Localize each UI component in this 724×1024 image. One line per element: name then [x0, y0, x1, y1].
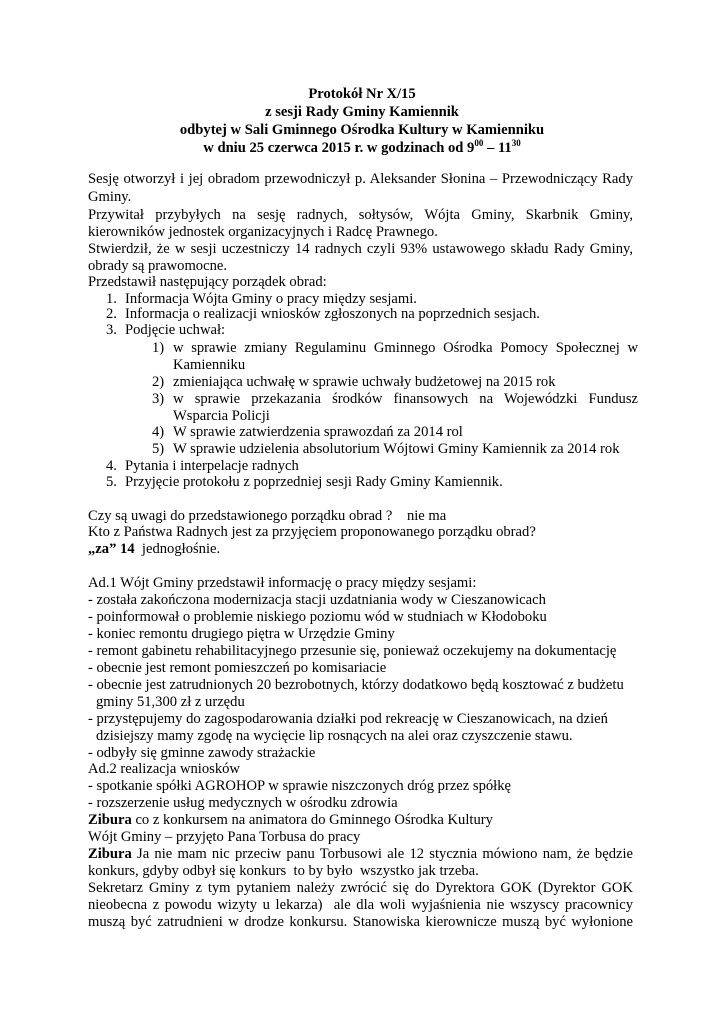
agenda-item-5: Przyjęcie protokołu z poprzedniej sesji Rady Gminy Kamiennik. — [125, 474, 503, 490]
ad1-item-1: - została zakończona modernizacja stacji uzdatniania wody w Cieszanowicach — [88, 592, 546, 608]
agenda-num-2: 2. — [106, 306, 117, 322]
vote-question-2: Kto z Państwa Radnych jest za przyjęciem proponowanego porządku obrad? — [88, 524, 536, 540]
sub-item-1: w sprawie zmiany Regulaminu Gminnego Ośrodka Pomocy Społecznej w — [173, 340, 638, 356]
vote-result-text: jednogłośnie. — [134, 541, 221, 557]
vote-result — [88, 541, 220, 558]
ad1-item-5: - obecnie jest remont pomieszczeń po komisariacie — [88, 660, 387, 676]
agenda-item-3: Podjęcie uchwał: — [125, 322, 226, 338]
zibura-comment — [88, 846, 633, 863]
speaker-name: Zibura — [88, 846, 132, 862]
sub-num-5: 5) — [152, 441, 165, 457]
ad1-item-6: - obecnie jest zatrudnionych 20 bezrobotnych, którzy dodatkowo będą kosztować z budżetu — [88, 677, 624, 693]
zibura-question — [88, 812, 493, 829]
zibura-comment-cont: konkurs, gdyby odbył się konkurs to by było wszystko jak trzeba. — [88, 863, 479, 879]
opening-line-5: Stwierdził, że w sesji uczestniczy 14 radnych czyli 93% ustawowego składu Rady Gminy, — [88, 241, 633, 257]
opening-line-6: obrady są prawomocne. — [88, 258, 227, 274]
agenda-num-1: 1. — [106, 291, 117, 307]
date-text: w dniu 25 czerwca 2015 r. w godzinach od 9 — [203, 140, 475, 156]
ad1-item-2: - poinformował o problemie niskiego poziomu wód w studniach w Kłodoboku — [88, 609, 547, 625]
sub-num-4: 4) — [152, 424, 165, 440]
end-minutes: 30 — [511, 138, 521, 149]
zibura-question-text: co z konkursem na animatora do Gminnego Ośrodka Kultury — [131, 812, 493, 828]
start-minutes: 00 — [474, 138, 484, 149]
agenda-num-4: 4. — [106, 458, 117, 474]
sub-num-2: 2) — [152, 374, 165, 390]
opening-line-3: Przywitał przybyłych na sesję radnych, sołtysów, Wójta Gminy, Skarbnik Gminy, — [88, 207, 633, 223]
agenda-num-3: 3. — [106, 322, 117, 338]
vote-question-1: Czy są uwagi do przedstawionego porządku obrad ? nie ma — [88, 508, 447, 524]
sub-item-3-cont: Wsparcia Policji — [173, 408, 270, 424]
zibura-comment-text: Ja nie mam nic przeciw panu Torbusowi ale 12 stycznia mówiono nam, że będzie — [131, 846, 633, 862]
opening-line-2: Gminy. — [88, 189, 132, 205]
ad1-item-3: - koniec remontu drugiego piętra w Urzędzie Gminy — [88, 626, 395, 642]
sub-item-4: W sprawie zatwierdzenia sprawozdań za 2014 rol — [173, 424, 463, 440]
protocol-title: Protokół Nr X/15 — [308, 86, 416, 102]
ad1-item-8: - odbyły się gminne zawody strażackie — [88, 745, 316, 761]
ad1-heading: Ad.1 Wójt Gminy przedstawił informację o pracy między sesjami: — [88, 575, 477, 591]
sub-num-1: 1) — [152, 340, 165, 356]
agenda-item-4: Pytania i interpelacje radnych — [125, 458, 299, 474]
sub-item-3: w sprawie przekazania środków finansowych na Wojewódzki Fundusz — [173, 391, 638, 407]
date-line — [0, 140, 724, 157]
ad2-item-1: - spotkanie spółki AGROHOP w sprawie niszczonych dróg przez spółkę — [88, 778, 511, 794]
sub-item-1-cont: Kamienniku — [173, 357, 246, 373]
secretary-line-1: Sekretarz Gminy z tym pytaniem należy zwrócić się do Dyrektora GOK (Dyrektor GOK — [88, 880, 633, 896]
wojt-answer: Wójt Gminy – przyjęto Pana Torbusa do pracy — [88, 829, 361, 845]
opening-line-7: Przedstawił następujący porządek obrad: — [88, 274, 327, 290]
ad1-item-6-cont: gminy 51,300 zł z urzędu — [96, 694, 245, 710]
ad2-item-2: - rozszerzenie usług medycznych w ośrodku zdrowia — [88, 795, 398, 811]
vote-count: „za” 14 — [88, 541, 135, 557]
sub-num-3: 3) — [152, 391, 165, 407]
sub-item-5: W sprawie udzielenia absolutorium Wójtowi Gminy Kamiennik za 2014 rok — [173, 441, 620, 457]
ad1-item-7-cont: dzisiejszy mamy zgodę na wycięcie lip rosnących na alei oraz czyszczenie stawu. — [96, 728, 573, 744]
session-subtitle: z sesji Rady Gminy Kamiennik — [265, 104, 459, 120]
agenda-num-5: 5. — [106, 474, 117, 490]
sub-item-2: zmieniająca uchwałę w sprawie uchwały budżetowej na 2015 rok — [173, 374, 556, 390]
agenda-item-1: Informacja Wójta Gminy o pracy między sesjami. — [125, 291, 417, 307]
secretary-line-3: muszą być zatrudnieni w drodze konkursu. Stanowiska kierownicze muszą być wyłonione — [88, 914, 633, 930]
ad1-item-7: - przystępujemy do zagospodarowania działki pod rekreację w Cieszanowicach, na dzień — [88, 711, 608, 727]
ad2-heading: Ad.2 realizacja wniosków — [88, 761, 240, 777]
venue-line: odbytej w Sali Gminnego Ośrodka Kultury w Kamienniku — [179, 122, 545, 138]
agenda-item-2: Informacja o realizacji wniosków zgłoszonych na poprzednich sesjach. — [125, 306, 540, 322]
date-dash: – 11 — [483, 140, 512, 156]
secretary-line-2: nieobecna z powodu wizyty u lekarza) ale dla woli wyjaśnienia nie wszyscy pracownicy — [88, 897, 633, 913]
ad1-item-4: - remont gabinetu rehabilitacyjnego przesunie się, ponieważ oczekujemy na dokumentację — [88, 643, 617, 659]
speaker-name: Zibura — [88, 812, 132, 828]
opening-line-4: kierowników jednostek organizacyjnych i Radcę Prawnego. — [88, 224, 438, 240]
opening-line-1: Sesję otworzył i jej obradom przewodniczył p. Aleksander Słonina – Przewodniczący Rady — [88, 171, 633, 187]
